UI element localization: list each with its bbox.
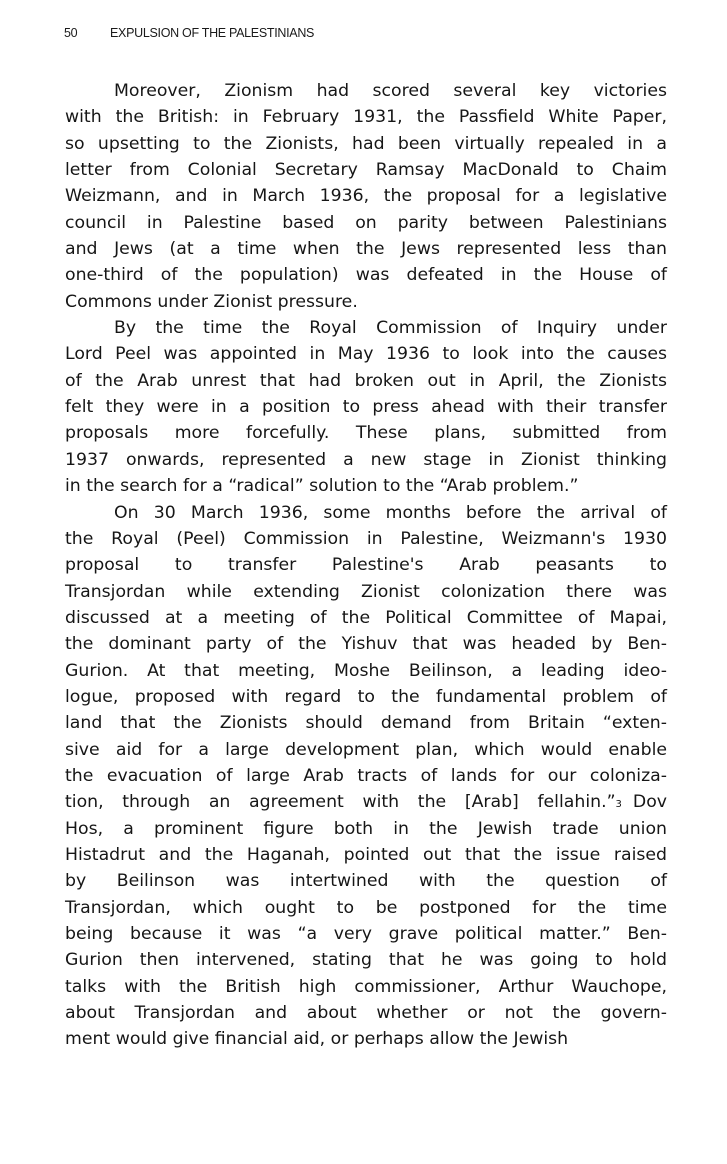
- text-line: by Beilinson was intertwined with the question of: [65, 871, 667, 892]
- text-line: Lord Peel was appointed in May 1936 to look into the causes: [65, 344, 667, 365]
- text-line: 1937 onwards, represented a new stage in Zionist thinking: [65, 449, 667, 470]
- text-line: proposals more forcefully. These plans, submitted from: [65, 423, 667, 444]
- text-line: felt they were in a position to press ahead with their transfer: [65, 397, 667, 418]
- text-line: Transjordan, which ought to be postponed for the time: [65, 897, 667, 918]
- text-line: letter from Colonial Secretary Ramsay MacDonald to Chaim: [65, 160, 667, 181]
- text-line: tion, through an agreement with the [Arab] fellahin.” 3 Dov: [65, 789, 667, 815]
- running-title: EXPULSION OF THE PALESTINIANS: [110, 26, 315, 40]
- paragraph: [65, 315, 667, 499]
- body-text: [65, 78, 667, 1053]
- text-line-content: tion, through an agreement with the [Arab] fellahin.”: [65, 792, 616, 813]
- text-line: Gurion. At that meeting, Moshe Beilinson, a leading ideo-: [65, 660, 667, 681]
- text-line: Weizmann, and in March 1936, the proposal for a legislative: [65, 186, 667, 207]
- text-line: the evacuation of large Arab tracts of lands for our coloniza-: [65, 765, 667, 786]
- text-line: sive aid for a large development plan, which would enable: [65, 739, 667, 760]
- text-line: On 30 March 1936, some months before the arrival of: [114, 502, 667, 523]
- text-line: By the time the Royal Commission of Inquiry under: [114, 318, 667, 339]
- text-line: talks with the British high commissioner, Arthur Wauchope,: [65, 976, 667, 997]
- text-line: in the search for a “radical” solution to the “Arab problem.”: [65, 476, 579, 497]
- text-line: with the British: in February 1931, the Passfield White Paper,: [65, 107, 667, 128]
- text-line: logue, proposed with regard to the fundamental problem of: [65, 686, 667, 707]
- text-line: Histadrut and the Haganah, pointed out that the issue raised: [65, 844, 667, 865]
- text-line: about Transjordan and about whether or not the govern-: [65, 1003, 667, 1024]
- text-line: one-third of the population) was defeated in the House of: [65, 265, 667, 286]
- text-line: being because it was “a very grave political matter.” Ben-: [65, 924, 667, 944]
- text-line: Commons under Zionist pressure.: [65, 291, 358, 312]
- text-line: of the Arab unrest that had broken out in April, the Zionists: [65, 370, 667, 391]
- text-line: the dominant party of the Yishuv that was headed by Ben-: [65, 634, 667, 655]
- paragraph: [65, 78, 667, 315]
- text-line: Hos, a prominent figure both in the Jewish trade union: [65, 818, 667, 839]
- text-line: so upsetting to the Zionists, had been virtually repealed in a: [65, 133, 667, 154]
- text-line: discussed at a meeting of the Political Committee of Mapai,: [65, 607, 667, 628]
- page-number: 50: [64, 26, 78, 40]
- text-line: Transjordan while extending Zionist colonization there was: [65, 581, 667, 602]
- text-line: land that the Zionists should demand from Britain “exten-: [65, 713, 667, 734]
- text-line: and Jews (at a time when the Jews represented less than: [65, 239, 667, 260]
- text-line: proposal to transfer Palestine's Arab peasants to: [65, 555, 667, 576]
- paragraph: [65, 500, 667, 1053]
- text-line: the Royal (Peel) Commission in Palestine, Weizmann's 1930: [65, 528, 667, 549]
- text-line: council in Palestine based on parity between Palestinians: [65, 212, 667, 233]
- text-line-continuation: Dov: [621, 792, 667, 813]
- text-line: Moreover, Zionism had scored several key victories: [114, 81, 667, 101]
- text-line: ment would give financial aid, or perhaps allow the Jewish: [65, 1029, 569, 1050]
- text-line: Gurion then intervened, stating that he was going to hold: [65, 950, 667, 971]
- running-head: [64, 26, 314, 40]
